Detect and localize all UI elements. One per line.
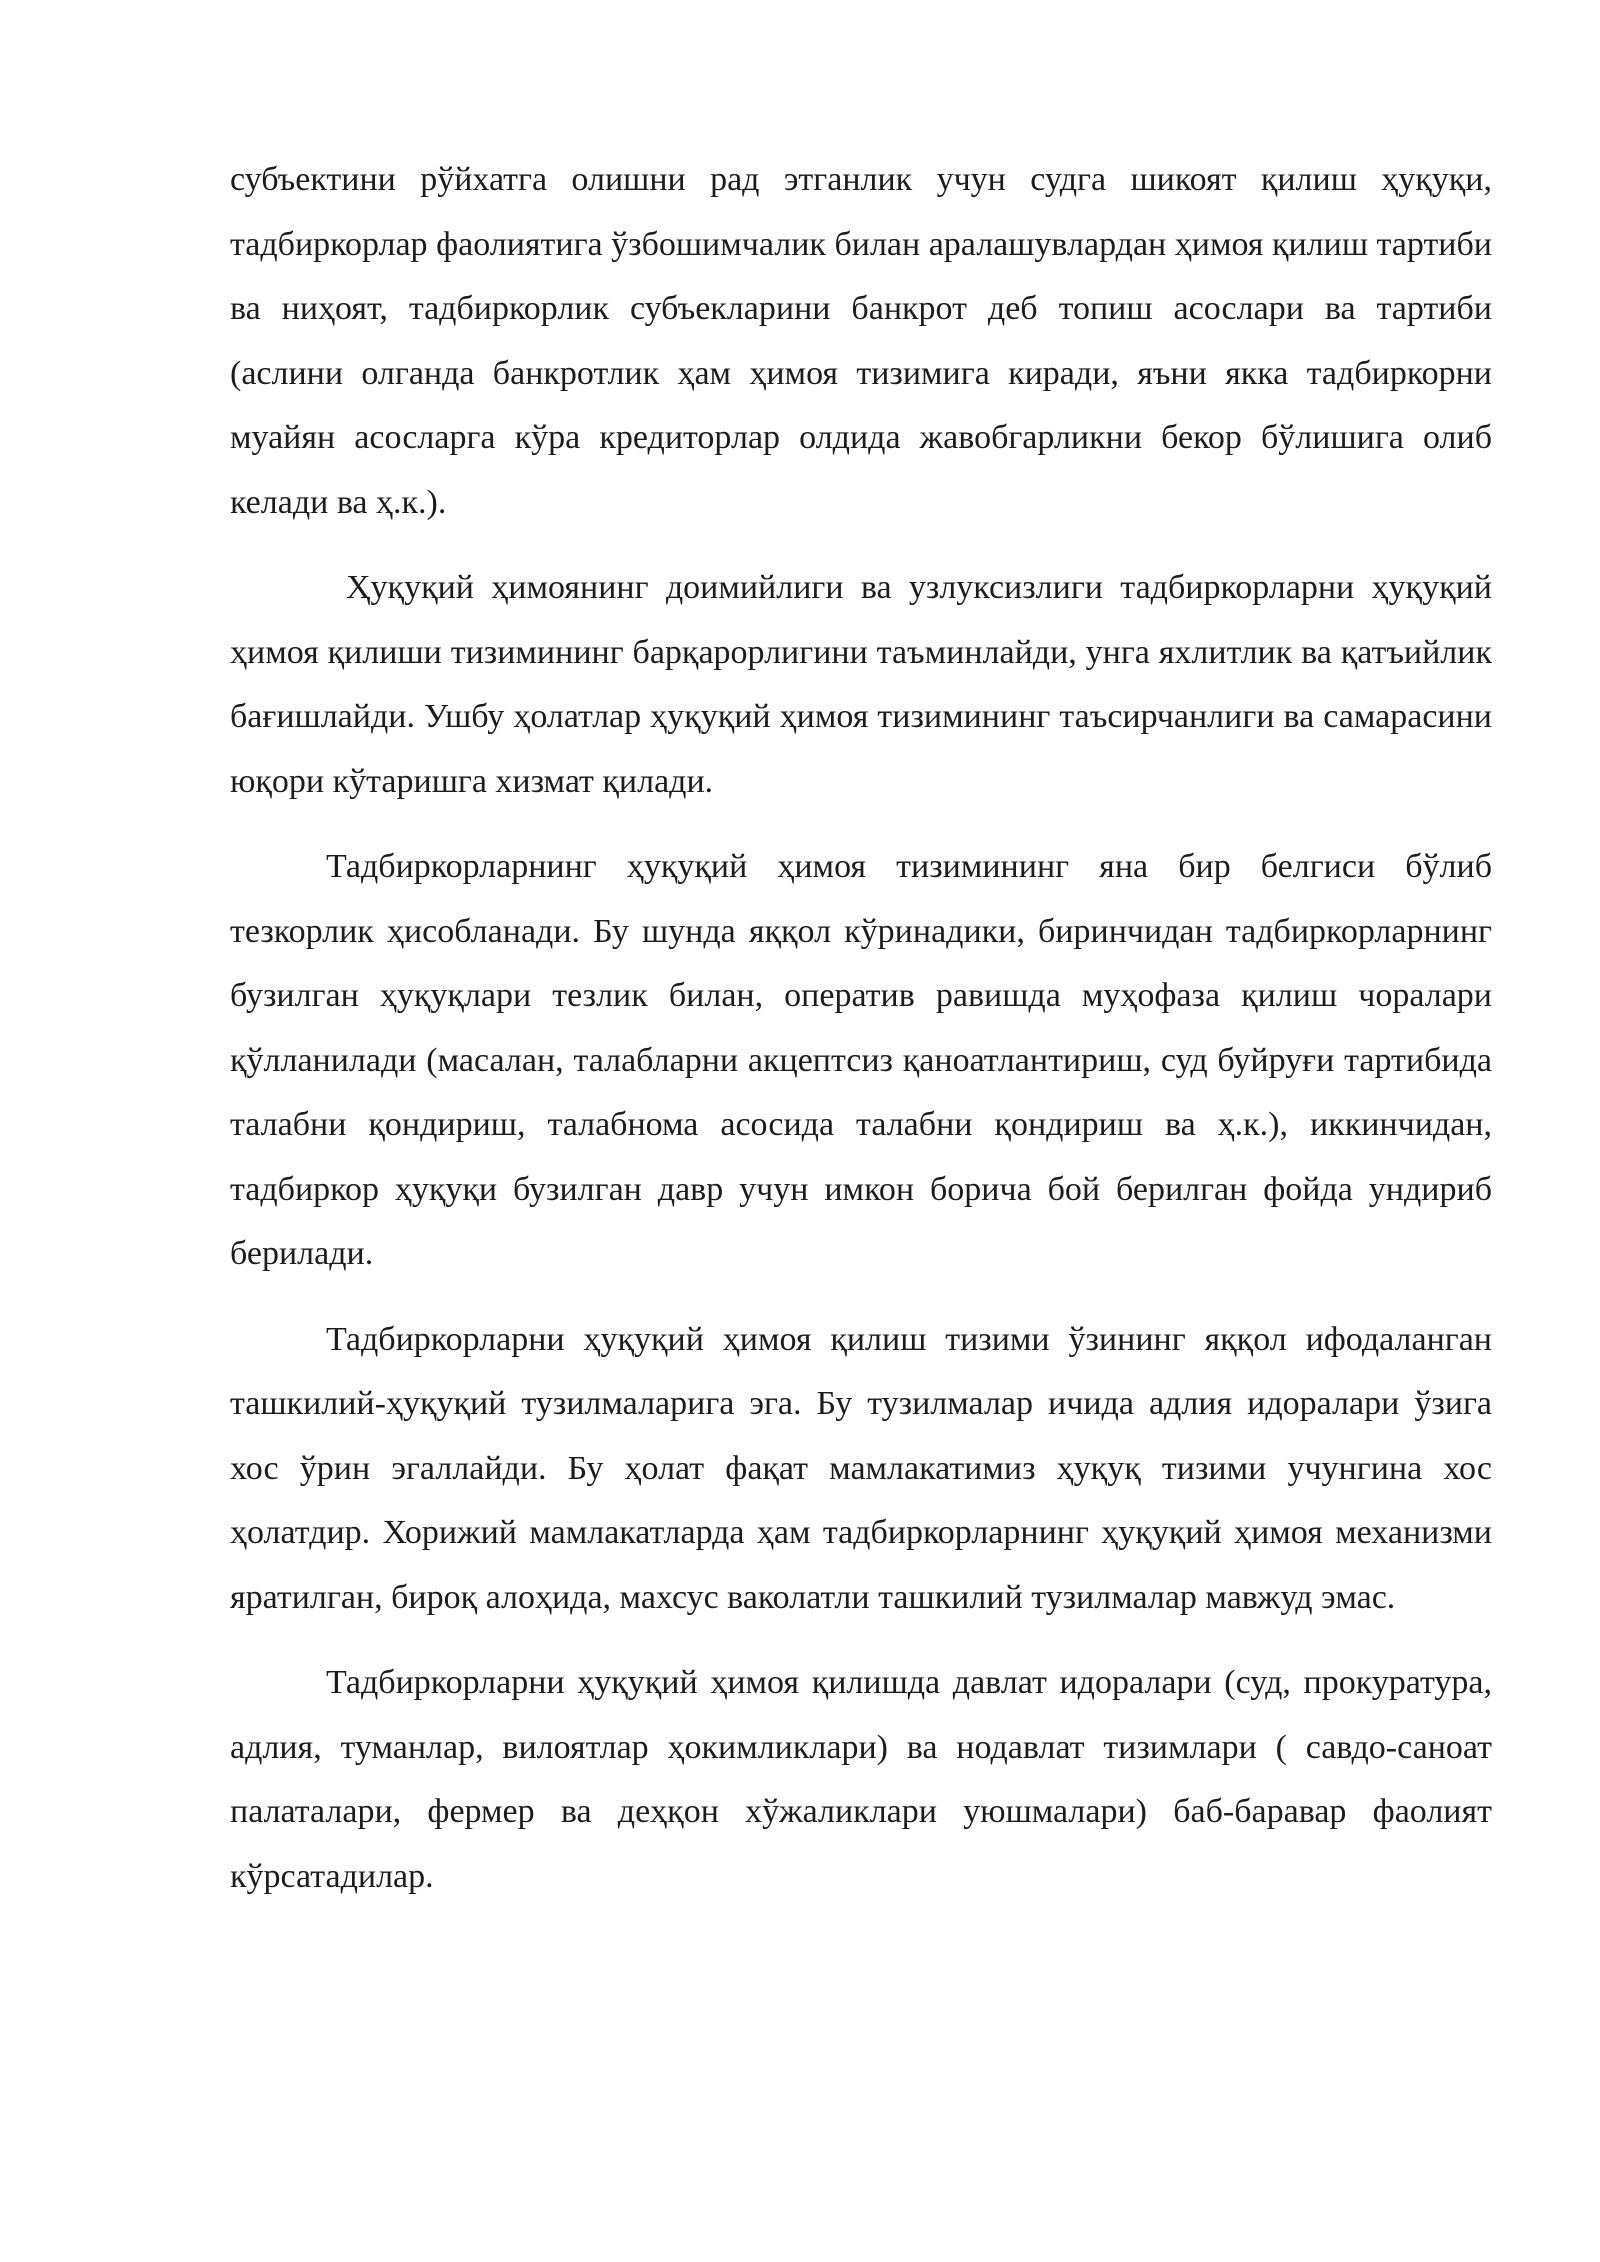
paragraph-continuation: субъектини рўйхатга олишни рад этганлик учун судга шикоят қилиш ҳуқуқи, тадбиркорлар фаолиятига ўзбошимчалик билан аралашувлардан ҳимоя қилиш тартиби ва ниҳоят, тадбиркорлик субъекларини банкрот деб топиш асослари ва тартиби (аслини олганда банкротлик ҳам ҳимоя тизимига киради, яъни якка тадбиркорни муайян асосларга кўра кредиторлар олдида жавобгарликни бекор бўлишига олиб келади ва ҳ.к.). xyxy=(230,161,1492,521)
document-body xyxy=(230,148,1492,1909)
paragraph-state-and-nonstate-bodies: Тадбиркорларни ҳуқуқий ҳимоя қилишда давлат идоралари (суд, прокуратура, адлия, туманлар, вилоятлар ҳокимликлари) ва нодавлат тизимлари ( савдо-саноат палаталари, фермер ва деҳқон хўжаликлари уюшмалари) баб-баравар фаолият кўрсатадилар. xyxy=(230,1664,1492,1895)
paragraph-promptness: Тадбиркорларнинг ҳуқуқий ҳимоя тизимининг яна бир белгиси бўлиб тезкорлик ҳисобланади. Бу шунда яққол кўринадики, биринчидан тадбиркорларнинг бузилган ҳуқуқлари тезлик билан, оператив равишда муҳофаза қилиш чоралари қўлланилади (масалан, талабларни акцептсиз қаноатлантириш, суд буйруғи тартибида талабни қондириш, талабнома асосида талабни қондириш ва ҳ.к.), иккинчидан, тадбиркор ҳуқуқи бузилган давр учун имкон борича бой берилган фойда ундириб берилади. xyxy=(230,848,1492,1272)
paragraph-organizational-structures: Тадбиркорларни ҳуқуқий ҳимоя қилиш тизими ўзининг яққол ифодаланган ташкилий-ҳуқуқий тузилмаларига эга. Бу тузилмалар ичида адлия идоралари ўзига хос ўрин эгаллайди. Бу ҳолат фақат мамлакатимиз ҳуқуқ тизими учунгина хос ҳолатдир. Хорижий мамлакатларда ҳам тадбиркорларнинг ҳуқуқий ҳимоя механизми яратилган, бироқ алоҳида, махсус ваколатли ташкилий тузилмалар мавжуд эмас. xyxy=(230,1320,1492,1616)
paragraph-legal-protection-continuity: Ҳуқуқий ҳимоянинг доимийлиги ва узлуксизлиги тадбиркорларни ҳуқуқий ҳимоя қилиши тизимининг барқарорлигини таъминлайди, унга яхлитлик ва қатъийлик бағишлайди. Ушбу ҳолатлар ҳуқуқий ҳимоя тизимининг таъсирчанлиги ва самарасини юқори кўтаришга хизмат қилади. xyxy=(230,569,1492,800)
